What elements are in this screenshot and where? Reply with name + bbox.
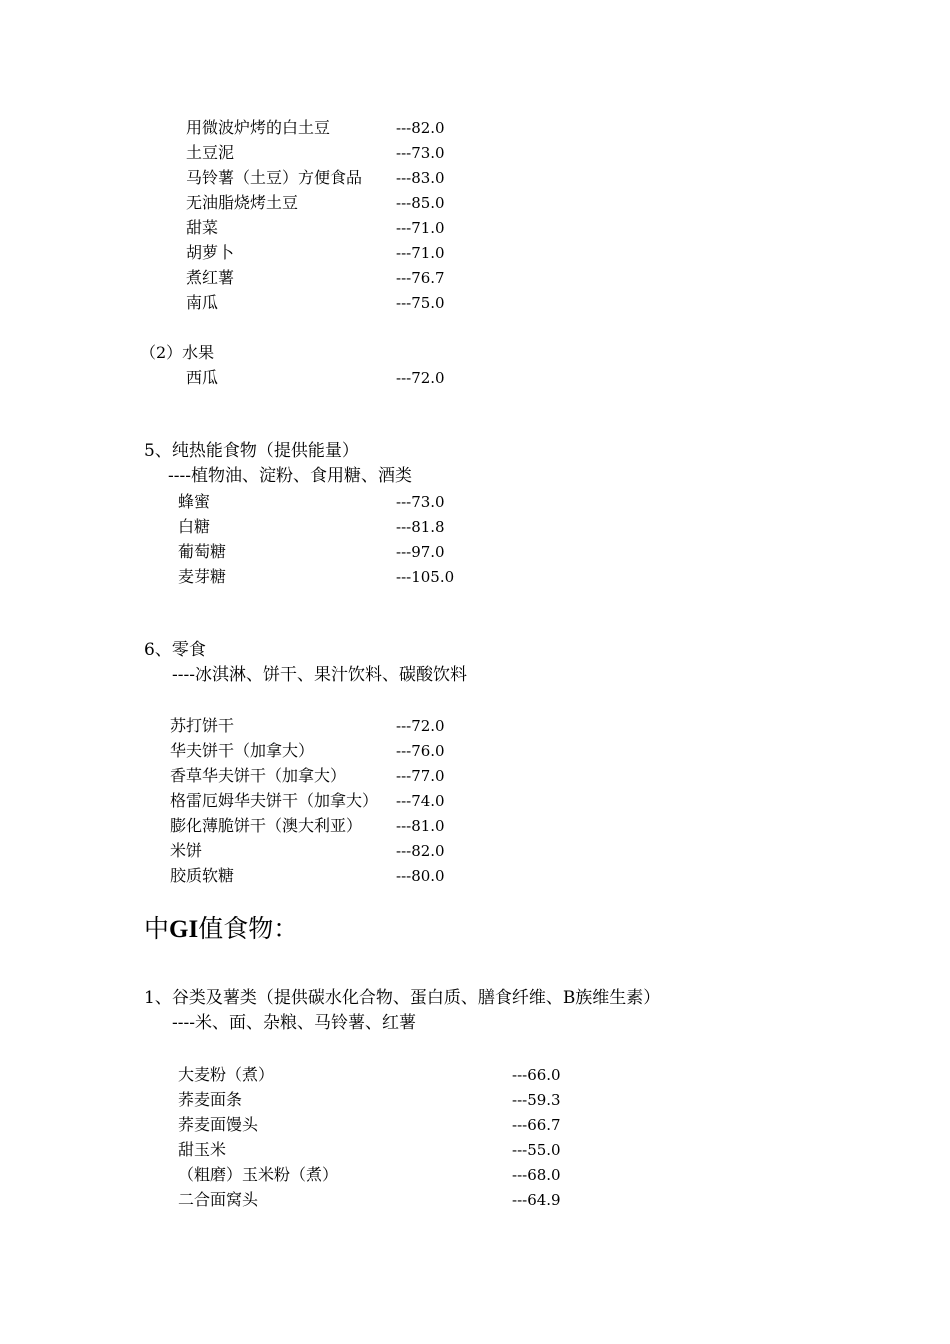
food-name: 荞麦面条 [178,1090,243,1109]
food-name: 甜菜 [186,218,219,237]
gi-value: ---76.7 [396,269,445,287]
section-subheading: ----冰淇淋、饼干、果汁饮料、碳酸饮料 [172,665,467,685]
food-name: 用微波炉烤的白土豆 [186,118,331,137]
gi-value: ---68.0 [512,1166,561,1184]
gi-value: ---75.0 [396,294,445,312]
gi-value: ---81.0 [396,817,445,835]
section-heading: 1、谷类及薯类（提供碳水化合物、蛋白质、膳食纤维、B族维生素） [144,988,661,1008]
food-name: 胶质软糖 [170,866,235,885]
food-name: 大麦粉（煮） [178,1065,275,1084]
food-name: 胡萝卜 [186,243,235,262]
gi-value: ---66.7 [512,1116,561,1134]
food-name: 煮红薯 [186,268,235,287]
gi-value: ---83.0 [396,169,445,187]
food-name: 香草华夫饼干（加拿大） [170,766,347,785]
gi-value: ---73.0 [396,144,445,162]
section-heading: 6、零食 [144,640,206,660]
food-name: 二合面窝头 [178,1190,259,1209]
gi-value: ---55.0 [512,1141,561,1159]
gi-value: ---72.0 [396,369,445,387]
mid-gi-title-bold: GI [169,916,199,943]
food-name: 土豆泥 [186,143,235,162]
food-name: 荞麦面馒头 [178,1115,259,1134]
food-name: 苏打饼干 [170,716,235,735]
mid-gi-title-pre: 中 [144,914,170,943]
food-name: 无油脂烧烤土豆 [186,193,299,212]
section-subheading: ----米、面、杂粮、马铃薯、红薯 [172,1013,416,1033]
mid-gi-title [144,914,298,945]
food-name: 南瓜 [186,293,219,312]
gi-value: ---71.0 [396,244,445,262]
food-name: （粗磨）玉米粉（煮） [178,1165,339,1184]
gi-value: ---77.0 [396,767,445,785]
section-subheading: ----植物油、淀粉、食用糖、酒类 [168,466,412,486]
section-heading: （2）水果 [140,343,215,362]
food-name: 马铃薯（土豆）方便食品 [186,168,363,187]
food-name: 麦芽糖 [178,567,227,586]
gi-value: ---80.0 [396,867,445,885]
food-name: 华夫饼干（加拿大） [170,741,315,760]
gi-value: ---71.0 [396,219,445,237]
gi-value: ---66.0 [512,1066,561,1084]
food-name: 米饼 [170,841,203,860]
food-name: 葡萄糖 [178,542,227,561]
food-name: 膨化薄脆饼干（澳大利亚） [170,816,363,835]
gi-value: ---82.0 [396,842,445,860]
food-name: 蜂蜜 [178,492,211,511]
gi-value: ---72.0 [396,717,445,735]
gi-value: ---97.0 [396,543,445,561]
food-name: 白糖 [178,517,211,536]
food-name: 西瓜 [186,368,219,387]
gi-value: ---76.0 [396,742,445,760]
food-name: 甜玉米 [178,1140,227,1159]
section-heading: 5、纯热能食物（提供能量） [144,441,359,461]
gi-value: ---73.0 [396,493,445,511]
gi-value: ---64.9 [512,1191,561,1209]
gi-value: ---59.3 [512,1091,561,1109]
gi-value: ---74.0 [396,792,445,810]
mid-gi-title-post: 值食物： [198,914,299,943]
food-name: 格雷厄姆华夫饼干（加拿大） [170,791,379,810]
gi-value: ---82.0 [396,119,445,137]
gi-value: ---105.0 [396,568,455,586]
gi-value: ---85.0 [396,194,445,212]
gi-value: ---81.8 [396,518,445,536]
